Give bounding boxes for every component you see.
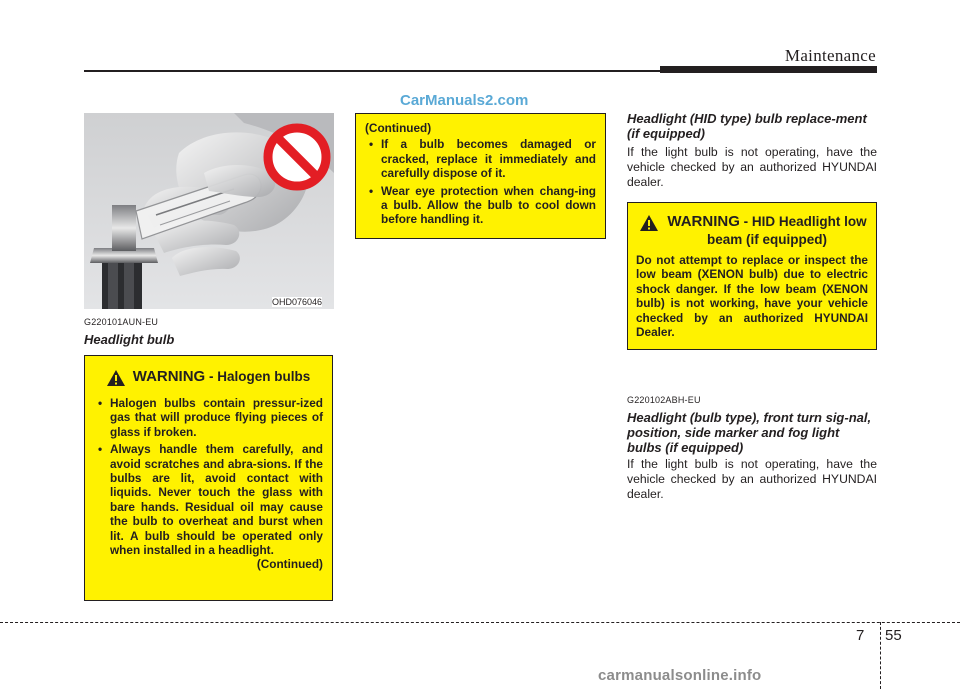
- warning-halogen-title: - Halogen bulbs: [205, 369, 311, 384]
- warning-halogen-box: [84, 355, 333, 601]
- warning-halogen-heading: [94, 368, 323, 391]
- watermark-top[interactable]: CarManuals2.com: [400, 92, 529, 109]
- watermark-bottom[interactable]: carmanualsonline.info: [598, 667, 762, 684]
- warning-continued-list: [365, 137, 596, 226]
- footer-divider: [880, 622, 881, 689]
- warning-continued-label: (Continued): [256, 557, 323, 572]
- section-title: Maintenance: [784, 46, 876, 65]
- subhead-headlight-bulb: Headlight bulb: [84, 332, 175, 347]
- warning-halogen-list: [94, 396, 323, 557]
- subhead-bulb-type: Headlight (bulb type), front turn sig-nal, position, side marker and fog light bulbs (if equipped): [627, 410, 872, 455]
- warning-word: WARNING: [667, 213, 740, 230]
- warning-hid-box: [627, 202, 877, 350]
- page-chapter: 7: [856, 627, 865, 644]
- prohibition-icon: [268, 128, 326, 186]
- bulb-type-body: If the light bulb is not operating, have the vehicle checked by an authorized HYUNDAI dealer.: [627, 457, 877, 501]
- bulb-handling-photo: [84, 113, 334, 309]
- continued-label: (Continued): [365, 121, 432, 135]
- warning-word: WARNING: [132, 368, 206, 385]
- hid-bulb-body: If the light bulb is not operating, have the vehicle checked by an authorized HYUNDAI dealer.: [627, 145, 877, 189]
- hand-holding-bulb-illustration: [84, 113, 334, 309]
- list-item: • Halogen bulbs contain pressur-ized gas that will produce flying pieces of glass if broken.: [94, 396, 323, 439]
- subhead-hid-bulb: Headlight (HID type) bulb replace-ment (if equipped): [627, 111, 867, 141]
- list-item: • Always handle them carefully, and avoid scratches and abra-sions. If the bulbs are lit, avoid contact with liquids. Never touch the glass with bare hands. Residual oil may cause the bulb to overheat and burst when lit. A bulb should be operated only when installed in a headlight.: [94, 442, 323, 557]
- warning-triangle-icon: [107, 370, 125, 391]
- warning-hid-heading: [636, 213, 868, 249]
- list-item: • If a bulb becomes damaged or cracked, replace it immediately and carefully dispose of it.: [365, 137, 596, 180]
- header-rule-thin: [84, 70, 660, 72]
- footer-rule: [0, 622, 960, 623]
- warning-hid-title: - HID Headlight low beam (if equipped): [706, 214, 867, 247]
- warning-hid-body: Do not attempt to replace or inspect the low beam (XENON bulb) due to electric shock danger. If the low beam (XENON bulb) is not working, have your vehicle checked by an authorized HYUNDAI Dealer.: [636, 253, 868, 340]
- page-number: 55: [885, 627, 902, 644]
- warning-continued-box: [355, 113, 606, 239]
- header-rule-thick: [660, 66, 877, 73]
- photo-code: OHD076046: [272, 297, 323, 307]
- section-code-bulb-type: G220102ABH-EU: [627, 395, 701, 405]
- list-item: • Wear eye protection when chang-ing a bulb. Allow the bulb to cool down before handling it.: [365, 184, 596, 227]
- section-code-headlight-bulb: G220101AUN-EU: [84, 317, 159, 327]
- warning-triangle-icon: [640, 215, 658, 236]
